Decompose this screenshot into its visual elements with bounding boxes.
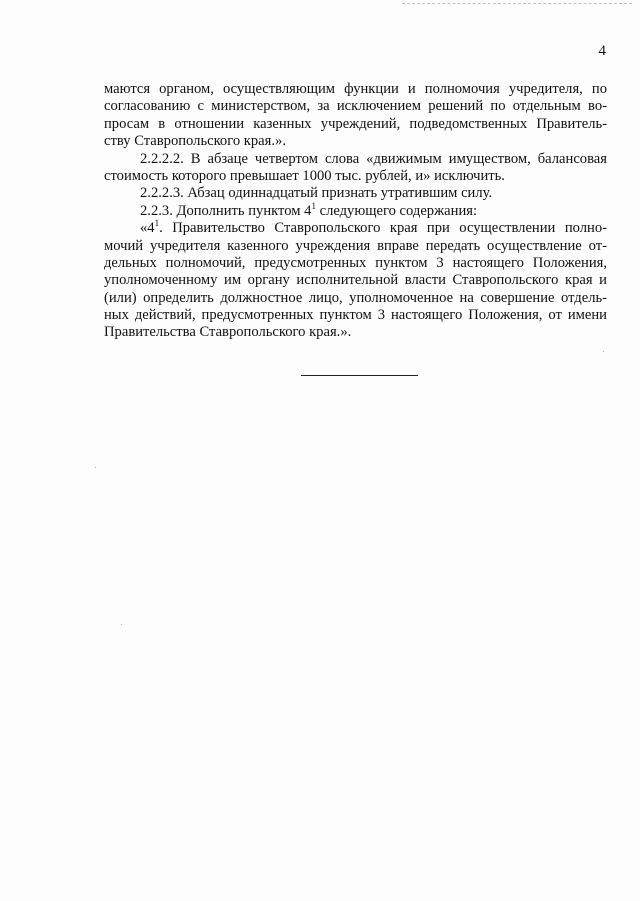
paragraph-5-line-4: уполномоченному им органу исполнительной власти Ставропольского края и (104, 272, 607, 289)
scan-speck (95, 467, 96, 468)
paragraph-4-prefix: 2.2.3. Дополнить пунктом 4 (140, 202, 312, 219)
page-number: 4 (598, 43, 606, 59)
paragraph-5-line-7: Правительства Ставропольского края.». (104, 324, 352, 341)
paragraph-4-superscript: 1 (311, 200, 316, 211)
paragraph-1-line-1: маются органом, осуществляющим функции и полномочия учредителя, по (104, 81, 607, 97)
paragraph-1-line-3: просам в отношении казенных учреждений, подведомственных Правитель- (104, 115, 607, 132)
paragraph-2-line-1: 2.2.2.2. В абзаце четвертом слова «движимым имуществом, балансовая (140, 150, 607, 167)
paragraph-4-suffix: следующего содержания: (315, 202, 478, 219)
paragraph-4-line-1 (104, 200, 607, 220)
document-end-separator (301, 375, 418, 376)
document-text (104, 81, 607, 342)
paragraph-5-first-prefix: «4 (140, 220, 155, 237)
scan-speck (603, 351, 604, 352)
paragraph-1-line-4: ству Ставропольского края.». (104, 133, 286, 150)
paragraph-5-line-1 (104, 220, 607, 237)
paragraph-5-first-suffix: . Правительство Ставропольского края при осуществлении полно- (159, 220, 607, 237)
paragraph-5-line-5: (или) определить должностное лицо, уполномоченное на совершение отдель- (104, 289, 607, 306)
scan-edge-line (402, 3, 632, 4)
paragraph-5-first-superscript: 1 (154, 218, 160, 229)
paragraph-3-line-1: 2.2.2.3. Абзац одиннадцатый признать утратившим силу. (140, 185, 493, 202)
paragraph-5-line-2: мочий учредителя казенного учреждения вправе передать осуществление от- (104, 237, 607, 254)
paragraph-1-line-2: согласованию с министерством, за исключением решений по отдельным во- (104, 98, 607, 115)
paragraph-5-line-6: ных действий, предусмотренных пунктом 3 настоящего Положения, от имени (104, 307, 607, 324)
paragraph-2-line-2: стоимость которого превышает 1000 тыс. рублей, и» исключить. (104, 167, 505, 184)
paragraph-5-line-3: дельных полномочий, предусмотренных пунктом 3 настоящего Положения, (104, 254, 607, 271)
scan-speck (121, 624, 122, 625)
